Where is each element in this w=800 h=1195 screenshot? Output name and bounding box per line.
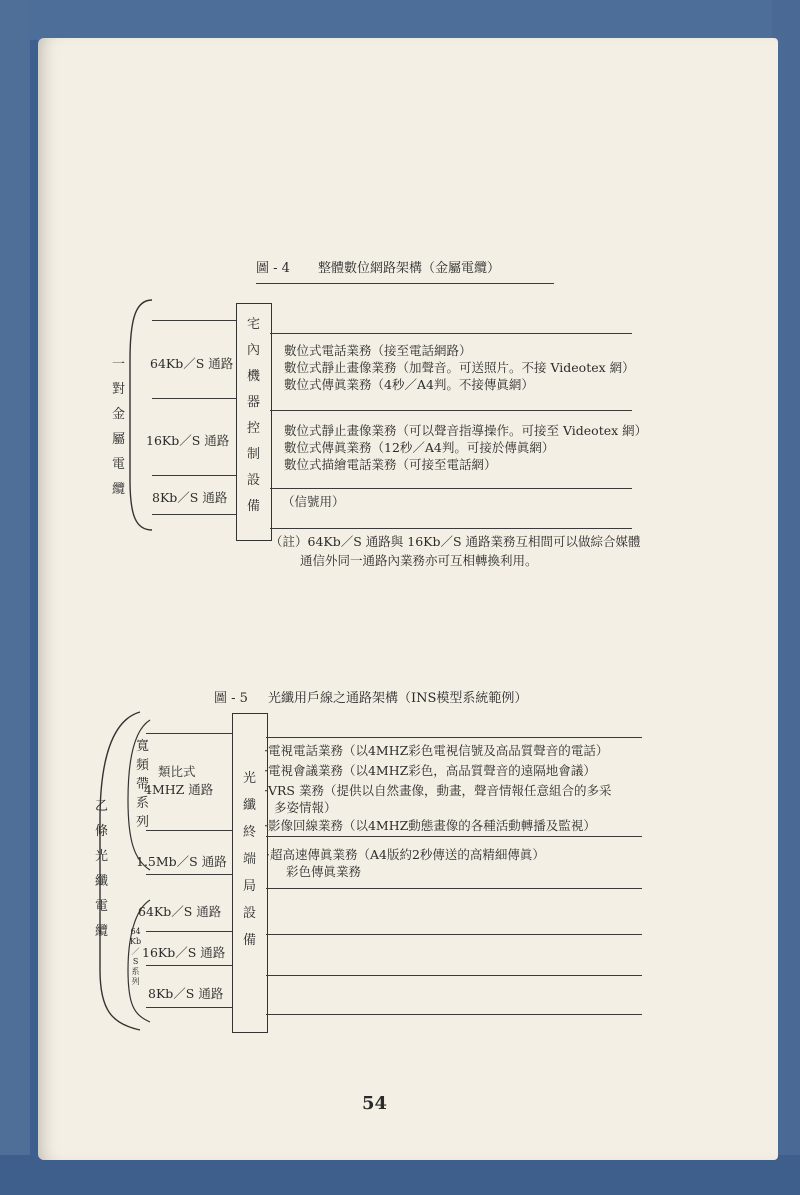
figure-5-number: 圖 - 5	[214, 691, 248, 706]
figure-5-channel-analog-2: 4MHZ 通路	[144, 782, 214, 797]
figure-4-box-label-char: 內	[247, 343, 261, 358]
figure-5-box-label-char: 端	[243, 852, 257, 867]
figure-4-service-64-1: 數位式電話業務（接至電話網路）	[284, 343, 472, 358]
figure-4-title: 整體數位網路架構（金屬電纜）	[318, 261, 501, 276]
figure-5-side-label-outer	[95, 800, 108, 938]
figure-4-box-label-char: 備	[247, 499, 261, 514]
figure-5-service-line-3	[266, 888, 642, 889]
figure-5-channel-analog-1: 類比式	[158, 764, 196, 779]
figure-4-service-64-2: 數位式靜止畫像業務（加聲音。可送照片。不接 Videotex 網）	[284, 360, 635, 375]
figure-4-channel-16: 16Kb／S 通路	[146, 433, 230, 448]
figure-4-service-16-2: 數位式傳眞業務（12秒／A4判。可接於傳眞網）	[284, 440, 555, 455]
figure-5-side-label-64kb	[130, 928, 141, 986]
figure-5-service-analog-2: ·電視會議業務（以4MHZ彩色，高品質聲音的遠隔地會議）	[264, 763, 596, 778]
figure-5-channel-8: 8Kb／S 通路	[148, 986, 224, 1001]
figure-5-side-label-64kb-char: 64	[130, 927, 141, 936]
figure-5-service-analog-4: 多姿情報）	[274, 800, 337, 815]
figure-4-box-label-char: 宅	[247, 317, 261, 332]
figure-5-side-label-outer-char: 條	[95, 824, 109, 839]
figure-5-box-label-char: 光	[243, 771, 257, 786]
figure-4-box-label-char: 機	[247, 369, 261, 384]
figure-4-service-16-3: 數位式描繪電話業務（可接至電話網）	[284, 457, 497, 472]
figure-5-side-label-outer-char: 纖	[95, 874, 109, 889]
figure-4-note-line-2: 通信外同一通路內業務亦可互相轉換利用。	[300, 553, 538, 568]
figure-5-side-label-broadband-char: 頻	[136, 758, 150, 773]
figure-5-service-15-1: ·超高速傳眞業務（A4版約2秒傳送的高精細傳眞）	[266, 847, 545, 862]
figure-5-box-label-char: 設	[243, 906, 257, 921]
figure-5-box-label-char: 終	[243, 825, 257, 840]
figure-5-box-label-char: 備	[243, 933, 257, 948]
figure-5-service-line-6	[266, 1014, 642, 1015]
figure-5-service-line-1	[266, 737, 642, 738]
figure-4-side-label-char: 屬	[112, 432, 126, 447]
figure-5-service-analog-1: ·電視電話業務（以4MHZ彩色電視信號及高品質聲音的電話）	[264, 743, 609, 758]
figure-4-side-label-char: 對	[112, 382, 126, 397]
figure-5-box-label-char: 纖	[243, 798, 257, 813]
figure-5-side-label-broadband-char: 列	[136, 815, 150, 830]
figure-4-channel-8: 8Kb／S 通路	[152, 490, 228, 505]
figure-5-box-label-char: 局	[243, 879, 257, 894]
figure-5-side-label-64kb-char: Kb	[130, 937, 142, 946]
figure-4-channel-64: 64Kb／S 通路	[150, 356, 234, 371]
page-number: 54	[362, 1093, 388, 1114]
figure-4-box-label-char: 器	[247, 395, 261, 410]
figure-4-side-label-char: 一	[112, 357, 126, 372]
figure-5-side-label-outer-char: 電	[95, 899, 109, 914]
figure-5-side-label-broadband-char: 帶	[136, 777, 150, 792]
figure-5-service-line-5	[266, 975, 642, 976]
figure-5-line-top	[146, 733, 232, 734]
figure-4-box-label-char: 制	[247, 447, 261, 462]
figure-4-box-label-char: 設	[247, 473, 261, 488]
figure-5-side-label-broadband-char: 寬	[136, 739, 150, 754]
figure-5-side-label-64kb-char: 系	[131, 967, 140, 976]
figure-5-service-15-2: 彩色傳眞業務	[286, 864, 362, 879]
figure-4-box-label-char: 控	[247, 421, 261, 436]
figure-4-service-16-1: 數位式靜止畫像業務（可以聲音指導操作。可接至 Videotex 網）	[284, 423, 648, 438]
figure-5-side-label-64kb-char: 列	[131, 977, 140, 986]
figure-5-service-analog-3: ·VRS 業務（提供以自然畫像，動畫，聲音情報任意組合的多采	[264, 783, 612, 798]
figure-5-channel-15: 1.5Mb／S 通路	[136, 854, 227, 869]
figure-5-line-64	[146, 931, 232, 932]
figure-5-line-15	[146, 874, 232, 875]
figure-4-side-label-char: 纜	[112, 482, 126, 497]
figure-5-line-16	[146, 965, 232, 966]
figure-5-line-8	[146, 1007, 232, 1008]
figure-5-service-line-4	[266, 934, 642, 935]
figure-5-side-label-broadband-char: 系	[136, 796, 150, 811]
figure-5-title: 光纖用戶線之通路架構（INS模型系統範例）	[268, 691, 528, 706]
figure-4-side-label-char: 電	[112, 457, 126, 472]
figure-4-note-line-1: （註）64Kb／S 通路與 16Kb／S 通路業務互相間可以做綜合媒體	[270, 534, 641, 549]
figure-5-service-line-2	[266, 836, 642, 837]
figure-5-line-analog	[146, 830, 232, 831]
figure-5-box-label	[243, 772, 256, 947]
figure-5-side-label-outer-char: 纜	[95, 924, 109, 939]
figure-5-channel-64: 64Kb／S 通路	[138, 904, 222, 919]
figure-5-side-label-outer-char: 乙	[95, 799, 109, 814]
figure-5-side-label-outer-char: 光	[95, 849, 109, 864]
figure-5-side-label-64kb-char: S	[132, 957, 139, 966]
figure-4-service-64-3: 數位式傳眞業務（4秒／A4判。不接傳眞網）	[284, 377, 534, 392]
figure-5-channel-16: 16Kb／S 通路	[142, 945, 226, 960]
figure-5-side-label-64kb-char: ／	[131, 947, 140, 956]
figure-4-service-8: （信號用）	[282, 494, 345, 509]
figure-4-side-label-char: 金	[112, 407, 126, 422]
figure-5-service-analog-5: ·影像回線業務（以4MHZ動態畫像的各種活動轉播及監視）	[264, 818, 596, 833]
figure-4-number: 圖 - 4	[256, 261, 290, 276]
